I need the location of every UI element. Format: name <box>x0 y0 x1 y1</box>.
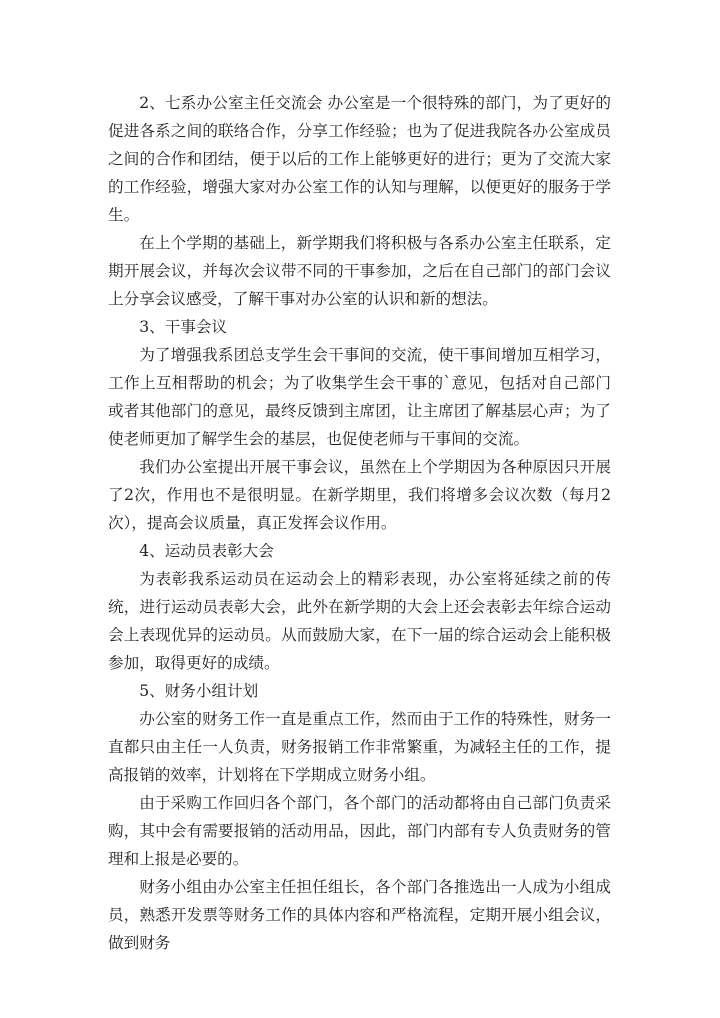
heading-athlete-award: 4、运动员表彰大会 <box>139 542 274 560</box>
paragraph-finance-background: 办公室的财务工作一直是重点工作，然而由于工作的特殊性，财务一直都只由主任一人负责，财务报销工作非常繁重，为减轻主任的工作，提高报销的效率，计划将在下学期成立财务小组。 <box>108 710 611 784</box>
paragraph-finance-procurement: 由于采购工作回归各个部门，各个部门的活动都将由自己部门负责采购，其中会有需要报销的活动用品，因此，部门内部有专人负责财务的管理和上报是必要的。 <box>108 794 611 868</box>
document-page <box>108 89 611 957</box>
heading-finance-group: 5、财务小组计划 <box>139 682 259 700</box>
heading-staff-meeting: 3、干事会议 <box>139 318 228 336</box>
paragraph-athlete-award: 为表彰我系运动员在运动会上的精彩表现，办公室将延续之前的传统，进行运动员表彰大会，此外在新学期的大会上还会表彰去年综合运动会上表现优异的运动员。从而鼓励大家，在下一届的综合运动会上能积极参加，取得更好的成绩。 <box>108 570 611 672</box>
paragraph-staff-meeting-purpose: 为了增强我系团总支学生会干事间的交流，使干事间增加互相学习，工作上互相帮助的机会；为了收集学生会干事的`意见，包括对自己部门或者其他部门的意见，最终反馈到主席团，让主席团了解基层心声；为了使老师更加了解学生会的基层，也促使老师与干事间的交流。 <box>108 346 611 448</box>
paragraph-exchange-plan: 在上个学期的基础上，新学期我们将积极与各系办公室主任联系，定期开展会议，并每次会议带不同的干事参加，之后在自己部门的部门会议上分享会议感受，了解干事对办公室的认识和新的想法。 <box>108 234 611 308</box>
paragraph-staff-meeting-plan: 我们办公室提出开展干事会议，虽然在上个学期因为各种原因只开展了2次，作用也不是很明显。在新学期里，我们将增多会议次数（每月2次），提高会议质量，真正发挥会议作用。 <box>108 458 611 532</box>
paragraph-finance-group-structure: 财务小组由办公室主任担任组长，各个部门各推选出一人成为小组成员，熟悉开发票等财务工作的具体内容和严格流程，定期开展小组会议，做到财务 <box>108 878 611 952</box>
paragraph-office-directors-exchange: 2、七系办公室主任交流会 办公室是一个很特殊的部门，为了更好的促进各系之间的联络合作，分享工作经验；也为了促进我院各办公室成员之间的合作和团结，便于以后的工作上能够更好的进行；更为了交流大家的工作经验，增强大家对办公室工作的认知与理解，以便更好的服务于学生。 <box>108 94 611 224</box>
